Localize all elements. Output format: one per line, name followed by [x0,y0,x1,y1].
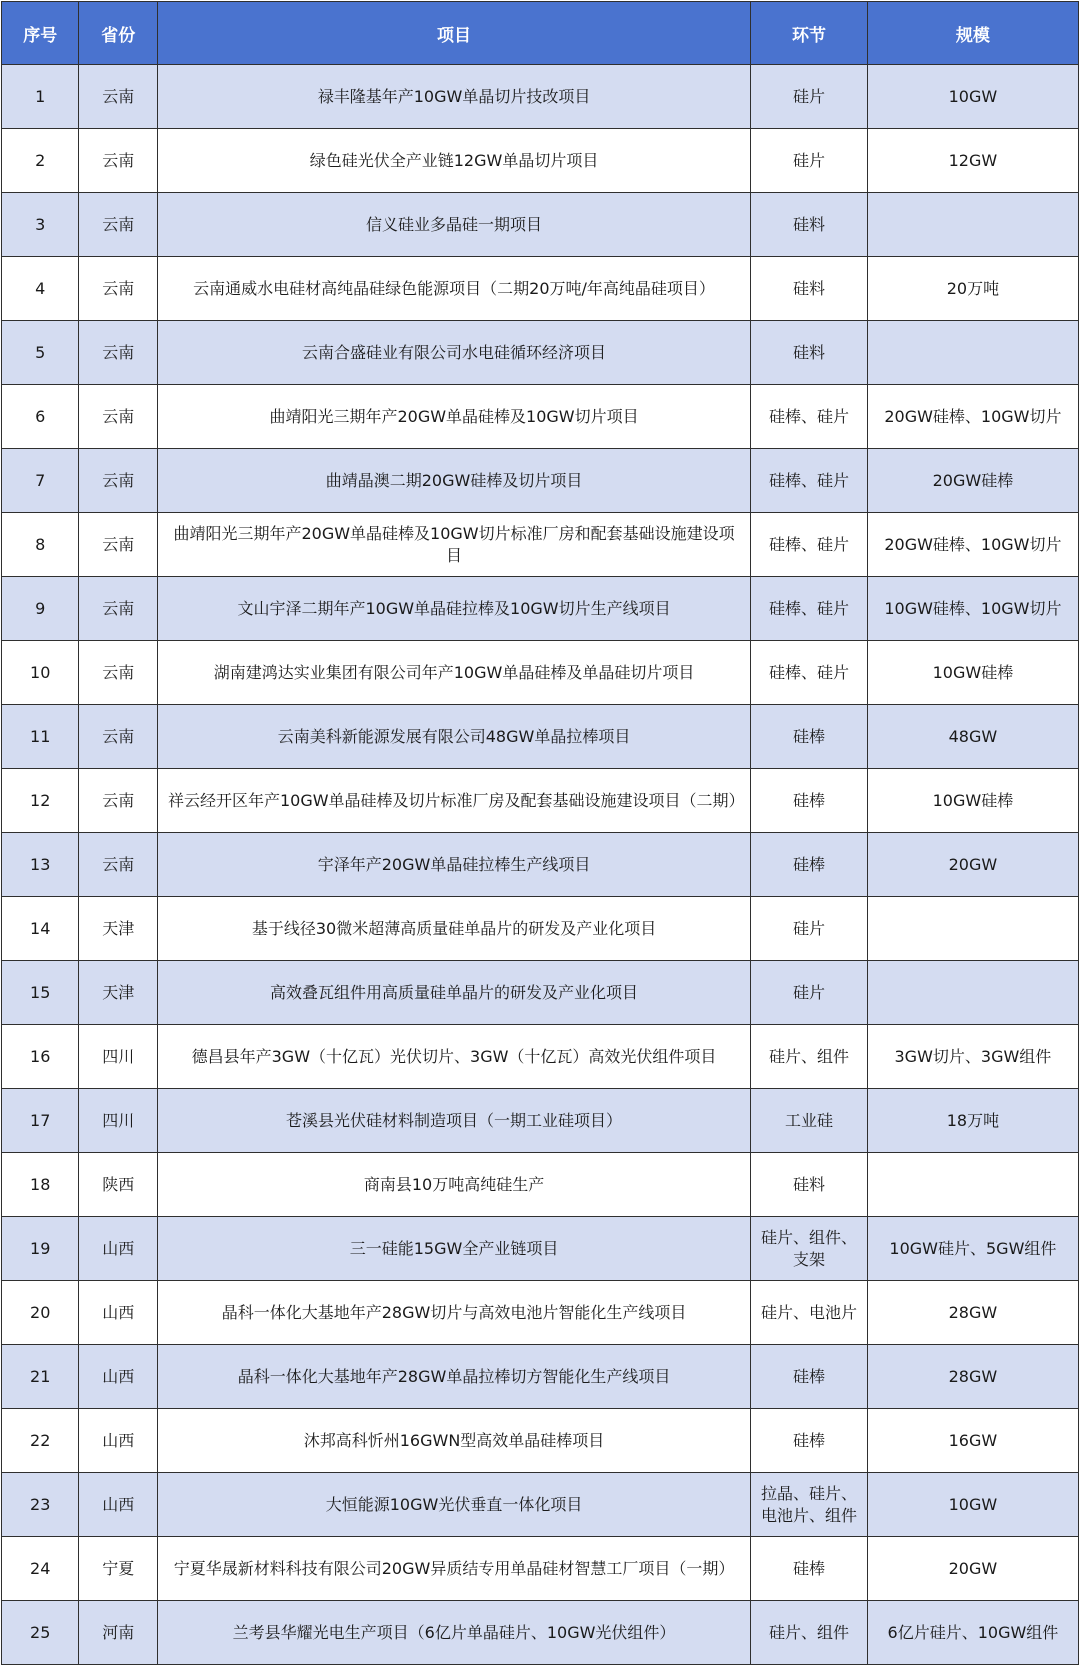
cell-scale [867,1153,1078,1217]
cell-stage: 工业硅 [751,1089,868,1153]
cell-scale: 10GW硅片、5GW组件 [867,1217,1078,1281]
cell-scale: 10GW硅棒、10GW切片 [867,577,1078,641]
cell-scale: 6亿片硅片、10GW组件 [867,1601,1078,1665]
cell-province: 云南 [79,769,158,833]
cell-seq: 17 [2,1089,79,1153]
cell-province: 河南 [79,1601,158,1665]
cell-stage: 硅片 [751,129,868,193]
cell-stage: 硅片、组件 [751,1601,868,1665]
cell-stage: 硅棒、硅片 [751,449,868,513]
cell-province: 四川 [79,1025,158,1089]
cell-scale [867,961,1078,1025]
cell-scale: 20GW [867,833,1078,897]
cell-stage: 硅料 [751,193,868,257]
cell-project: 兰考县华耀光电生产项目（6亿片单晶硅片、10GW光伏组件） [157,1601,750,1665]
cell-seq: 4 [2,257,79,321]
cell-scale: 20GW硅棒、10GW切片 [867,513,1078,577]
cell-project: 基于线径30微米超薄高质量硅单晶片的研发及产业化项目 [157,897,750,961]
cell-scale: 10GW [867,1473,1078,1537]
cell-stage: 硅棒、硅片 [751,577,868,641]
cell-seq: 23 [2,1473,79,1537]
cell-project: 曲靖晶澳二期20GW硅棒及切片项目 [157,449,750,513]
cell-scale: 18万吨 [867,1089,1078,1153]
cell-seq: 22 [2,1409,79,1473]
table-row [2,385,1079,449]
cell-scale: 12GW [867,129,1078,193]
cell-scale [867,321,1078,385]
table-row [2,1601,1079,1665]
cell-project: 湖南建鸿达实业集团有限公司年产10GW单晶硅棒及单晶硅切片项目 [157,641,750,705]
cell-project: 文山宇泽二期年产10GW单晶硅拉棒及10GW切片生产线项目 [157,577,750,641]
cell-province: 云南 [79,833,158,897]
table-row [2,257,1079,321]
cell-seq: 24 [2,1537,79,1601]
cell-project: 晶科一体化大基地年产28GW单晶拉棒切方智能化生产线项目 [157,1345,750,1409]
cell-stage: 硅片、组件 [751,1025,868,1089]
cell-project: 宇泽年产20GW单晶硅拉棒生产线项目 [157,833,750,897]
table-header-row [2,2,1079,65]
table-row [2,705,1079,769]
table-row [2,449,1079,513]
cell-seq: 12 [2,769,79,833]
cell-stage: 硅片 [751,65,868,129]
cell-scale: 20GW [867,1537,1078,1601]
cell-scale: 16GW [867,1409,1078,1473]
cell-seq: 6 [2,385,79,449]
cell-seq: 2 [2,129,79,193]
table-row [2,1281,1079,1345]
cell-seq: 15 [2,961,79,1025]
cell-scale: 20万吨 [867,257,1078,321]
cell-project: 信义硅业多晶硅一期项目 [157,193,750,257]
table-body [2,65,1079,1665]
column-header-province: 省份 [79,2,158,65]
cell-stage: 硅料 [751,257,868,321]
cell-project: 大恒能源10GW光伏垂直一体化项目 [157,1473,750,1537]
table-row [2,769,1079,833]
cell-seq: 16 [2,1025,79,1089]
cell-province: 云南 [79,705,158,769]
cell-seq: 19 [2,1217,79,1281]
cell-stage: 硅料 [751,321,868,385]
cell-stage: 硅片、电池片 [751,1281,868,1345]
cell-stage: 硅棒、硅片 [751,513,868,577]
cell-stage: 硅料 [751,1153,868,1217]
cell-province: 山西 [79,1345,158,1409]
column-header-scale: 规模 [867,2,1078,65]
cell-seq: 1 [2,65,79,129]
cell-province: 四川 [79,1089,158,1153]
cell-seq: 7 [2,449,79,513]
table-row [2,1345,1079,1409]
cell-project: 沐邦高科忻州16GWN型高效单晶硅棒项目 [157,1409,750,1473]
cell-scale: 3GW切片、3GW组件 [867,1025,1078,1089]
cell-province: 宁夏 [79,1537,158,1601]
cell-scale: 10GW硅棒 [867,641,1078,705]
cell-scale [867,897,1078,961]
cell-province: 云南 [79,513,158,577]
cell-stage: 硅棒 [751,833,868,897]
cell-project: 云南美科新能源发展有限公司48GW单晶拉棒项目 [157,705,750,769]
cell-project: 曲靖阳光三期年产20GW单晶硅棒及10GW切片标准厂房和配套基础设施建设项目 [157,513,750,577]
cell-province: 云南 [79,257,158,321]
cell-scale: 10GW [867,65,1078,129]
cell-scale: 28GW [867,1345,1078,1409]
cell-project: 宁夏华晟新材料科技有限公司20GW异质结专用单晶硅材智慧工厂项目（一期） [157,1537,750,1601]
cell-province: 天津 [79,897,158,961]
cell-seq: 9 [2,577,79,641]
cell-stage: 硅棒 [751,769,868,833]
cell-project: 德昌县年产3GW（十亿瓦）光伏切片、3GW（十亿瓦）高效光伏组件项目 [157,1025,750,1089]
cell-project: 曲靖阳光三期年产20GW单晶硅棒及10GW切片项目 [157,385,750,449]
cell-project: 苍溪县光伏硅材料制造项目（一期工业硅项目） [157,1089,750,1153]
table-row [2,961,1079,1025]
table-row [2,1537,1079,1601]
cell-province: 云南 [79,193,158,257]
cell-seq: 18 [2,1153,79,1217]
cell-province: 云南 [79,321,158,385]
cell-seq: 20 [2,1281,79,1345]
column-header-seq: 序号 [2,2,79,65]
cell-project: 商南县10万吨高纯硅生产 [157,1153,750,1217]
cell-province: 云南 [79,129,158,193]
column-header-stage: 环节 [751,2,868,65]
cell-project: 高效叠瓦组件用高质量硅单晶片的研发及产业化项目 [157,961,750,1025]
table-row [2,1409,1079,1473]
cell-scale [867,193,1078,257]
table-row [2,193,1079,257]
cell-province: 陕西 [79,1153,158,1217]
cell-scale: 20GW硅棒 [867,449,1078,513]
cell-province: 云南 [79,385,158,449]
table-row [2,897,1079,961]
table-row [2,1473,1079,1537]
cell-scale: 20GW硅棒、10GW切片 [867,385,1078,449]
cell-stage: 硅片 [751,961,868,1025]
table-row [2,1025,1079,1089]
cell-seq: 14 [2,897,79,961]
cell-province: 山西 [79,1217,158,1281]
cell-stage: 硅棒 [751,1409,868,1473]
cell-seq: 3 [2,193,79,257]
cell-project: 禄丰隆基年产10GW单晶切片技改项目 [157,65,750,129]
cell-project: 三一硅能15GW全产业链项目 [157,1217,750,1281]
table-row [2,65,1079,129]
cell-stage: 拉晶、硅片、电池片、组件 [751,1473,868,1537]
table-row [2,1089,1079,1153]
cell-stage: 硅片、组件、支架 [751,1217,868,1281]
cell-province: 云南 [79,577,158,641]
cell-scale: 28GW [867,1281,1078,1345]
cell-province: 山西 [79,1473,158,1537]
column-header-project: 项目 [157,2,750,65]
table-row [2,833,1079,897]
project-table [1,1,1079,1665]
cell-seq: 11 [2,705,79,769]
cell-stage: 硅棒 [751,705,868,769]
cell-province: 山西 [79,1409,158,1473]
cell-seq: 21 [2,1345,79,1409]
cell-province: 云南 [79,449,158,513]
cell-seq: 13 [2,833,79,897]
cell-province: 山西 [79,1281,158,1345]
cell-scale: 48GW [867,705,1078,769]
cell-stage: 硅棒 [751,1537,868,1601]
table-row [2,321,1079,385]
table-row [2,1153,1079,1217]
cell-scale: 10GW硅棒 [867,769,1078,833]
table-row [2,1217,1079,1281]
cell-project: 祥云经开区年产10GW单晶硅棒及切片标准厂房及配套基础设施建设项目（二期） [157,769,750,833]
cell-project: 云南合盛硅业有限公司水电硅循环经济项目 [157,321,750,385]
cell-stage: 硅片 [751,897,868,961]
cell-stage: 硅棒、硅片 [751,641,868,705]
table-row [2,129,1079,193]
cell-seq: 25 [2,1601,79,1665]
cell-seq: 10 [2,641,79,705]
table-row [2,641,1079,705]
cell-stage: 硅棒 [751,1345,868,1409]
cell-stage: 硅棒、硅片 [751,385,868,449]
cell-province: 云南 [79,65,158,129]
cell-project: 云南通威水电硅材高纯晶硅绿色能源项目（二期20万吨/年高纯晶硅项目） [157,257,750,321]
table-row [2,577,1079,641]
cell-province: 天津 [79,961,158,1025]
cell-seq: 5 [2,321,79,385]
cell-province: 云南 [79,641,158,705]
cell-seq: 8 [2,513,79,577]
cell-project: 绿色硅光伏全产业链12GW单晶切片项目 [157,129,750,193]
cell-project: 晶科一体化大基地年产28GW切片与高效电池片智能化生产线项目 [157,1281,750,1345]
table-row [2,513,1079,577]
